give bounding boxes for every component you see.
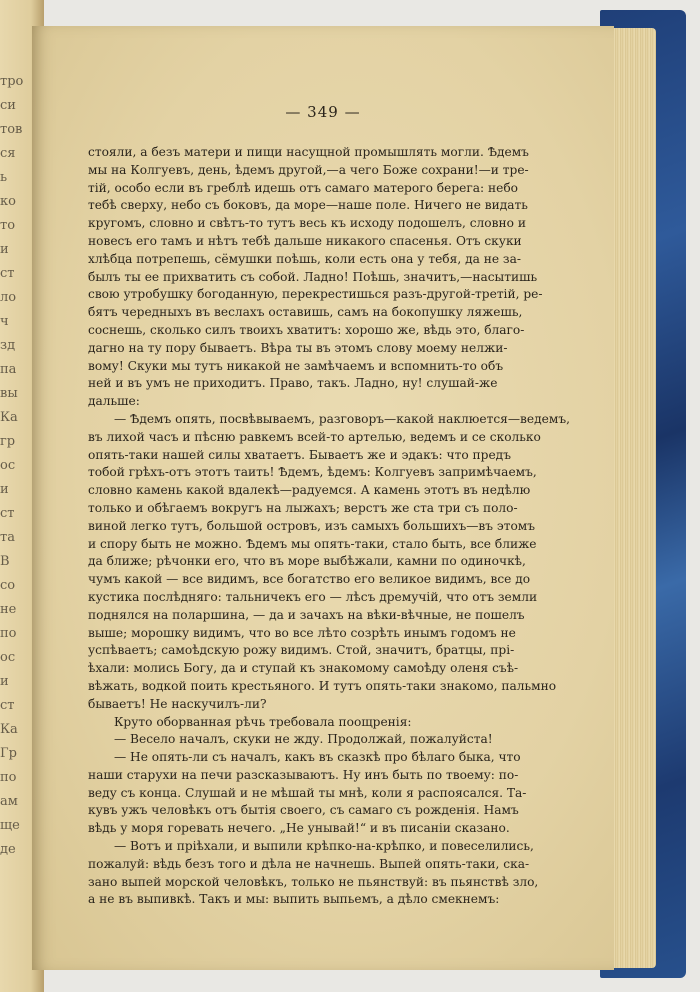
text-line: ѣхали: молись Богу, да и ступай къ знакомому самоѣду оленя съѣ-: [88, 661, 519, 676]
text-line: виной легко тутъ, большой островъ, изъ самыхъ большихъ—въ этомъ: [88, 518, 536, 533]
previous-page-fragment: по: [0, 626, 17, 641]
text-line: стояли, а безъ матери и пищи насущной промышлять могли. Ѣдемъ: [88, 145, 529, 159]
page-body-text: [88, 144, 608, 909]
previous-page-fragment: со: [0, 578, 16, 593]
text-line: — Вотъ и пріѣхали, и выпили крѣпко-на-крѣпко, и повеселились,: [114, 839, 534, 854]
text-line: въ лихой часъ и пѣсню равкемъ всей-то артелью, ведемъ и се сколько: [88, 429, 541, 444]
text-line: пожалуй: вѣдь безъ того и дѣла не начнешь. Выпей опять-таки, ска-: [88, 856, 530, 871]
previous-page-fragment: де: [0, 842, 16, 857]
text-line: соснешь, сколько силъ твоихъ хватитъ: хорошо же, вѣдь это, благо-: [88, 322, 525, 337]
previous-page-fragment: вы: [0, 386, 18, 401]
previous-page-fragment: ос: [0, 650, 16, 665]
text-line: мы на Колгуевъ, день, ѣдемъ другой,—а чего Боже сохрани!—и тре-: [88, 162, 529, 177]
text-line: свою утробушку богоданную, перекрестишься разъ-другой-третій, ре-: [88, 287, 543, 302]
text-line: успѣваетъ; самоѣдскую рожу видимъ. Стой, значитъ, братцы, прі-: [88, 643, 515, 658]
previous-page-fragment: ло: [0, 290, 17, 305]
previous-page-fragment: си: [0, 98, 16, 113]
text-line: тебѣ сверху, небо съ боковъ, да море—наше поле. Ничего не видать: [88, 198, 528, 213]
text-line: — Весело началъ, скуки не жду. Продолжай, пожалуйста!: [114, 732, 493, 747]
previous-page-fragment: Ка: [0, 722, 18, 737]
text-line: — Ѣдемъ опять, посвѣвываемъ, разговоръ—какой наклюется—ведемъ,: [114, 411, 570, 426]
text-line: вѣдь у моря горевать нечего. „Не унывай!“ и въ писаніи сказано.: [88, 821, 510, 836]
previous-page-fragment: В: [0, 554, 10, 569]
text-line: зано выпей морской человѣкъ, только не пьянствуй: въ пьянствѣ зло,: [88, 874, 539, 889]
text-line: дальше:: [88, 394, 140, 409]
previous-page-fragment: ь: [0, 170, 8, 185]
previous-page-fragment: ст: [0, 266, 15, 281]
text-line: тій, особо если въ греблѣ идешь отъ самаго матерого берега: небо: [88, 180, 518, 195]
previous-page-fragment: ст: [0, 506, 15, 521]
previous-page-fragment: ще: [0, 818, 20, 833]
text-line: Круто оборванная рѣчь требовала поощренія:: [114, 714, 412, 729]
text-line: кувъ ужъ человѣкъ отъ бытія своего, съ самаго съ рожденія. Намъ: [88, 803, 519, 818]
previous-page-fragment: и: [0, 482, 9, 497]
text-line: былъ ты ее прихватить съ собой. Ладно! Поѣшь, значитъ,—насытишь: [88, 269, 538, 284]
previous-page-fragment: па: [0, 362, 17, 377]
previous-page-fragment: по: [0, 770, 17, 785]
text-line: вѣжать, водкой поить крестьяного. И тутъ опять-таки знакомо, пальмно: [88, 678, 557, 693]
text-line: наши старухи на печи разсказываютъ. Ну инъ быть по твоему: по-: [88, 767, 519, 782]
previous-page-fragment: и: [0, 674, 9, 689]
text-line: кустика послѣдняго: тальничекъ его — лѣсъ дремучій, что отъ земли: [88, 589, 538, 604]
text-line: — Не опять-ли съ началъ, какъ въ сказкѣ про бѣлаго быка, что: [114, 750, 521, 765]
previous-page-fragment: Ка: [0, 410, 18, 425]
text-line: выше; морошку видимъ, что во все лѣто созрѣть инымъ годомъ не: [88, 625, 516, 640]
previous-page-fragment: та: [0, 530, 15, 545]
text-line: поднялся на поларшина, — да и зачахъ на вѣки-вѣчные, не пошелъ: [88, 607, 525, 622]
previous-page-fragment: не: [0, 602, 17, 617]
previous-page-fragment: ся: [0, 146, 16, 161]
book-page: [32, 26, 614, 970]
previous-page-fragment: Гр: [0, 746, 17, 761]
text-line: словно камень какой вдалекѣ—радуемся. А камень этотъ въ недѣлю: [88, 483, 531, 498]
text-line: хлѣбца потрепешь, сёмушки поѣшь, коли есть она у тебя, да не за-: [88, 251, 521, 266]
previous-page-fragment: гр: [0, 434, 16, 449]
previous-page-fragment: тов: [0, 122, 23, 137]
text-line: бятъ чередныхъ въ веслахъ оставишь, самъ на бокопушку ляжешь,: [88, 305, 523, 320]
text-line: тобой грѣхъ-отъ этотъ таить! Ѣдемъ, ѣдемъ: Колгуевъ запримѣчаемъ,: [88, 465, 537, 480]
text-line: вому! Скуки мы тутъ никакой не замѣчаемъ и вспомнить-то объ: [88, 358, 504, 373]
text-line: дагно на ту пору бываетъ. Вѣра ты въ этомъ слову моему нелжи-: [88, 340, 508, 355]
text-line: новесъ его тамъ и нѣтъ тебѣ дальше никакого спасенья. Отъ скуки: [88, 233, 522, 248]
text-line: и спору быть не можно. Ѣдемъ мы опять-таки, стало быть, все ближе: [88, 536, 537, 551]
previous-page-fragment: тро: [0, 74, 24, 89]
text-line: да ближе; рѣчонки его, что въ море выбѣжали, камни по одиночкѣ,: [88, 554, 526, 569]
previous-page-fragment: то: [0, 218, 16, 233]
previous-page-fragment: ст: [0, 698, 15, 713]
text-line: бываетъ! Не наскучилъ-ли?: [88, 696, 267, 711]
text-line: ней и въ умъ не приходитъ. Право, такъ. Ладно, ну! слушай-же: [88, 376, 498, 391]
text-line: кругомъ, словно и свѣтъ-то тутъ весь къ исходу подошелъ, словно и: [88, 216, 526, 231]
text-line: а не въ выпивкѣ. Такъ и мы: выпить выпьемъ, а дѣло смекнемъ:: [88, 892, 500, 907]
text-line: только и обѣгаемъ вокругъ на лыжахъ; верстъ же ста три съ поло-: [88, 500, 518, 515]
previous-page-fragment: зд: [0, 338, 16, 353]
previous-page-fragment: ч: [0, 314, 9, 329]
previous-page-fragment: ам: [0, 794, 18, 809]
previous-page-fragment: и: [0, 242, 9, 257]
text-line: чумъ какой — все видимъ, все богатство его великое видимъ, все до: [88, 572, 531, 587]
previous-page-fragment: ос: [0, 458, 16, 473]
text-line: веду съ конца. Слушай и не мѣшай ты мнѣ, коли я распоясался. Та-: [88, 785, 527, 800]
text-line: опять-таки нашей силы хватаетъ. Бываетъ же и эдакъ: что предъ: [88, 447, 511, 462]
page-number: — 349 —: [285, 103, 361, 121]
previous-page-fragment: ко: [0, 194, 16, 209]
